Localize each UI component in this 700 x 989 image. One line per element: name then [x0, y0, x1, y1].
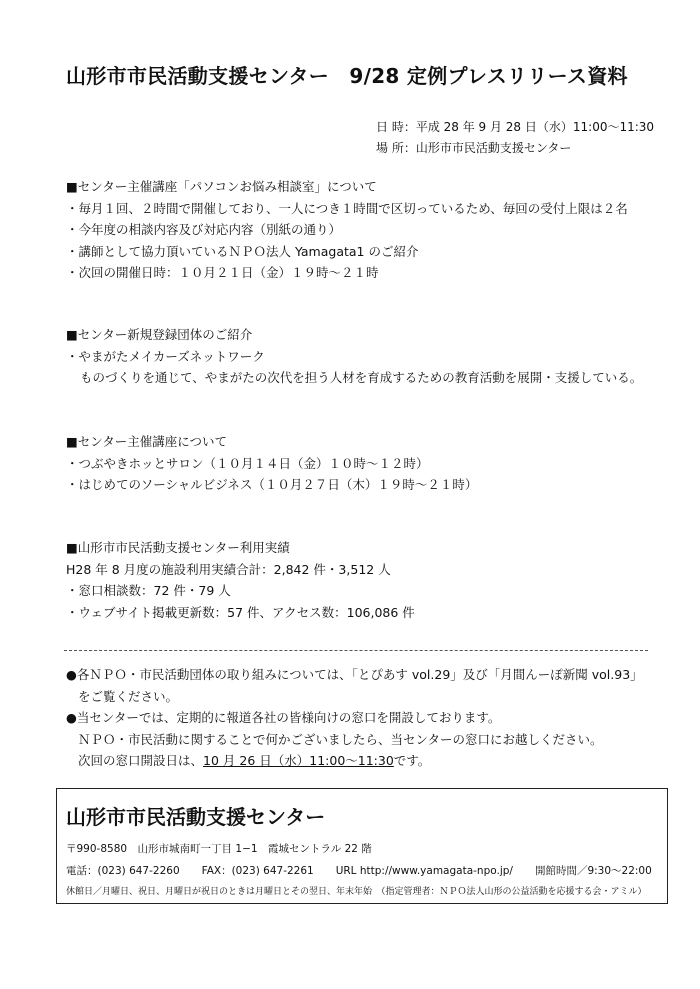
footer-closed-days: 休館日／月曜日、祝日、月曜日が祝日のときは月曜日とその翌日、年末年始 （指定管理者：ＮＰＯ法人山形の公益活動を応援する会・アミル） — [66, 887, 647, 897]
list-item: ・やまがたメイカーズネットワーク — [66, 348, 265, 364]
section-heading: ■センター主催講座について — [66, 434, 228, 449]
meeting-info — [376, 117, 654, 159]
list-item: ・講師として協力頂いているＮＰＯ法人 Yamagata1 のご紹介 — [66, 243, 419, 259]
note-publications: ●各ＮＰＯ・市民活動団体の取り組みについては、「とぴあす vol.29」及び「月間んーぽ新聞 vol.93」 — [66, 667, 643, 682]
note-press-window: ●当センターでは、定期的に報道各社の皆様向けの窓口を開設しております。 — [66, 710, 501, 725]
footer-address: 〒990-8580 山形市城南町一丁目 1−1 霞城セントラル 22 階 — [66, 843, 372, 855]
section-pc-consultation — [66, 176, 628, 284]
section-heading: ■山形市市民活動支援センター利用実績 — [66, 540, 290, 555]
note-publications-cont: をご覧ください。 — [78, 688, 179, 704]
list-item: ・はじめてのソーシャルビジネス（１０月２７日（木）１９時〜２１時） — [66, 477, 478, 492]
list-item: ・ウェブサイト掲載更新数：57 件、アクセス数：106,086 件 — [66, 604, 415, 620]
footer-url[interactable]: URL http://www.yamagata-npo.jp/ — [335, 865, 513, 877]
footer-tel: 電話：(023) 647-2260 — [66, 865, 180, 877]
meeting-date: 日 時：平成 28 年 9 月 28 日（水）11:00〜11:30 — [376, 120, 655, 134]
next-window-suffix: です。 — [393, 753, 431, 768]
next-window-prefix: 次回の窓口開設日は、 — [78, 753, 204, 768]
footer-contact-box — [56, 788, 668, 904]
notes — [66, 664, 643, 772]
section-courses — [66, 431, 477, 496]
section-heading: ■センター新規登録団体のご紹介 — [66, 327, 253, 342]
footer-org-name: 山形市市民活動支援センター — [66, 805, 326, 829]
list-item: ・つぶやきホッとサロン（１０月１４日（金）１０時〜１２時） — [66, 455, 429, 471]
footer-fax: FAX：(023) 647-2261 — [201, 865, 314, 877]
list-item: ・毎月１回、２時間で開催しており、一人につき１時間で区切っているため、毎回の受付上限は２名 — [66, 200, 628, 216]
dashed-divider — [64, 650, 648, 651]
page-title: 山形市市民活動支援センター 9/28 定例プレスリリース資料 — [66, 64, 628, 88]
next-window-date: 10 月 26 日（水）11:00〜11:30 — [203, 753, 394, 768]
group-description: ものづくりを通じて、やまがたの次代を担う人材を育成するための教育活動を展開・支援している。 — [80, 370, 643, 385]
footer-hours: 開館時間／9:30〜22:00 — [534, 865, 652, 877]
usage-summary: H28 年 8 月度の施設利用実績合計：2,842 件・3,512 人 — [66, 561, 391, 577]
note-press-window-cont: ＮＰＯ・市民活動に関することで何かございましたら、当センターの窓口にお越しください。 — [78, 731, 603, 747]
note-next-window — [66, 750, 643, 772]
list-item: ・今年度の相談内容及び対応内容（別紙の通り） — [66, 222, 342, 237]
list-item: ・窓口相談数：72 件・79 人 — [66, 583, 231, 598]
section-new-groups — [66, 324, 642, 389]
footer-contacts — [66, 863, 652, 878]
section-usage-stats — [66, 537, 415, 623]
meeting-place: 場 所：山形市市民活動支援センター — [376, 141, 572, 155]
section-heading: ■センター主催講座「パソコンお悩み相談室」について — [66, 179, 377, 194]
list-item: ・次回の開催日時：１０月２１日（金）１９時〜２１時 — [66, 265, 379, 280]
